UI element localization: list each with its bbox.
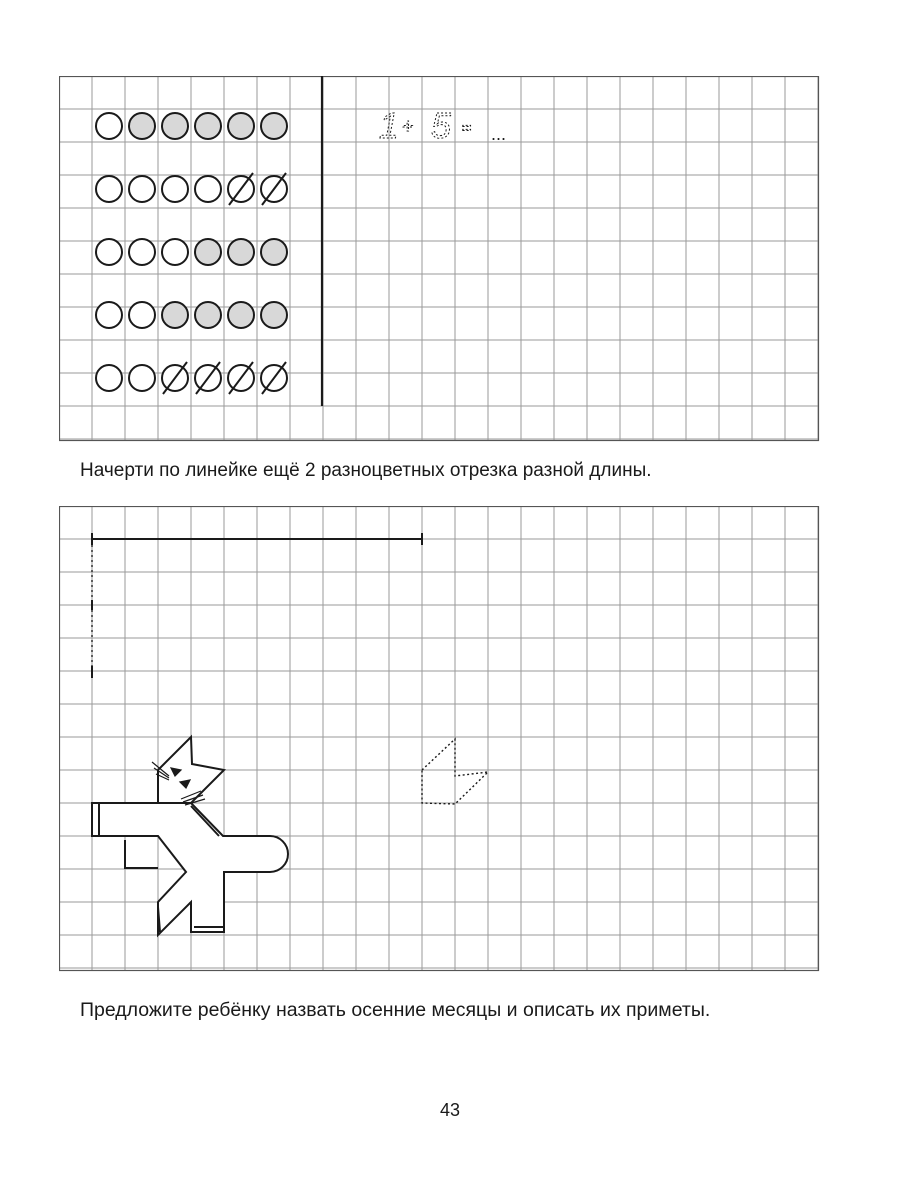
circle-empty: [129, 365, 155, 391]
circle-empty: [96, 176, 122, 202]
circle-shaded: [162, 302, 188, 328]
circle-empty: [96, 239, 122, 265]
circle-empty: [195, 176, 221, 202]
circle-shaded: [129, 113, 155, 139]
circle-empty: [129, 239, 155, 265]
circle-shaded: [228, 239, 254, 265]
circle-empty: [129, 302, 155, 328]
circle-empty: [162, 239, 188, 265]
cat-figure: [92, 737, 288, 935]
page-number: 43: [439, 1100, 461, 1120]
sample-equation: [379, 105, 471, 146]
bottom-grid-svg: [59, 506, 821, 972]
circle-shaded: [195, 113, 221, 139]
circle-shaded: [162, 113, 188, 139]
circle-shaded: [228, 113, 254, 139]
circle-shaded: [228, 302, 254, 328]
equation-result: ...: [491, 124, 507, 144]
equation-equals: =: [462, 120, 472, 137]
circle-empty: [129, 176, 155, 202]
circle-shaded: [261, 113, 287, 139]
circle-shaded: [195, 302, 221, 328]
equation-first-number: 1: [379, 105, 400, 146]
drawing-grid: [59, 506, 821, 972]
circle-shaded: [195, 239, 221, 265]
equation-operator: +: [402, 116, 414, 138]
cat-head: [158, 737, 224, 803]
circle-empty: [96, 113, 122, 139]
parent-note: Предложите ребёнку назвать осенние месяцы и описать их приметы.: [80, 999, 711, 1021]
circle-empty: [96, 302, 122, 328]
circle-shaded: [261, 302, 287, 328]
circles-exercise-grid: [59, 76, 821, 442]
instruction-text: Начерти по линейке ещё 2 разноцветных отрезка разной длины.: [80, 460, 652, 481]
circle-empty: [162, 176, 188, 202]
circle-shaded: [261, 239, 287, 265]
equation-second-number: 5: [431, 105, 452, 146]
circle-empty: [96, 365, 122, 391]
top-grid-svg: [59, 76, 821, 442]
